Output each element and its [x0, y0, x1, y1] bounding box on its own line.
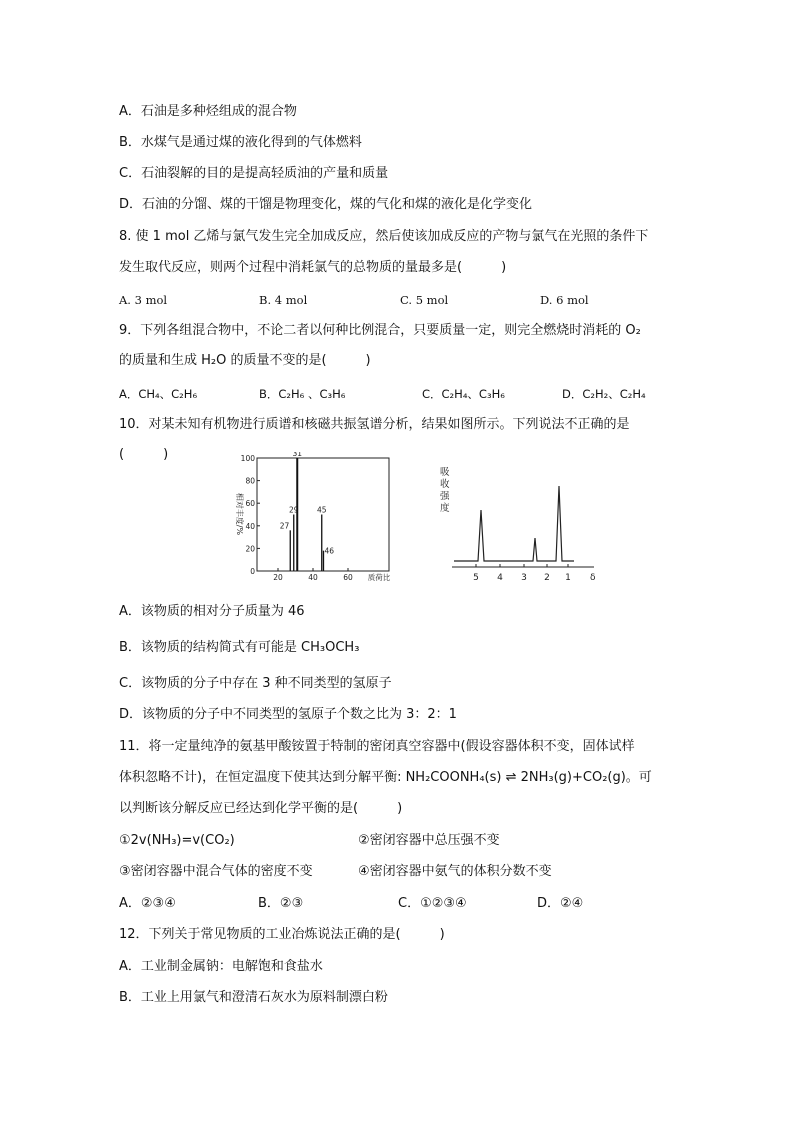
q12-option-a: A．工业制金属钠：电解饱和食盐水	[119, 959, 323, 974]
q10-stem-line2: ( )	[119, 447, 169, 462]
ms-y-tick-label: 20	[245, 544, 255, 554]
ms-y-tick-label: 100	[240, 454, 255, 463]
q9-option-c: C．C₂H₄、C₃H₆	[422, 387, 505, 401]
q11-statement-2: ②密闭容器中总压强不变	[358, 833, 500, 848]
ms-x-tick-label: 60	[343, 573, 353, 582]
nmr-y-label-char-4: 度	[440, 503, 450, 514]
ms-y-tick-label: 0	[250, 567, 255, 576]
q12-stem: 12．下列关于常见物质的工业冶炼说法正确的是( )	[119, 927, 445, 942]
ms-peak-label-29: 29	[288, 505, 299, 515]
q9-option-b: B．C₂H₆ 、C₃H₆	[259, 387, 346, 401]
q7-option-c: C．石油裂解的目的是提高轻质油的产量和质量	[119, 166, 389, 181]
q8-option-d: D. 6 mol	[540, 293, 589, 307]
ms-x-tick-label: 40	[308, 573, 318, 582]
q11-option-d: D．②④	[537, 896, 584, 911]
q11-option-a: A．②③④	[119, 896, 176, 911]
ms-peak-label-31: 31	[292, 452, 303, 458]
ms-y-axis-label: 相对丰度/%	[235, 492, 244, 536]
q10-stem-line1: 10．对某未知有机物进行质谱和核磁共振氢谱分析，结果如图所示。下列说法不正确的是	[119, 417, 630, 432]
q11-stem-line2: 体积忽略不计)，在恒定温度下使其达到分解平衡: NH₂COONH₄(s) ⇌ 2NH₃(g)+CO₂(g)。可	[119, 770, 652, 785]
q10-option-c: C．该物质的分子中存在 3 种不同类型的氢原子	[119, 676, 392, 691]
nmr-y-label-char-1: 吸	[440, 467, 450, 478]
nmr-x-tick-label: 1	[565, 573, 571, 583]
q11-stem-line1: 11．将一定量纯净的氨基甲酸铵置于特制的密闭真空容器中(假设容器体积不变，固体试样	[119, 739, 635, 754]
nmr-x-tick-label: 3	[521, 573, 527, 583]
q11-statement-3: ③密闭容器中混合气体的密度不变	[119, 864, 313, 879]
ms-peak-label-46: 46	[324, 546, 335, 556]
q9-option-d: D．C₂H₂、C₂H₄	[562, 387, 646, 401]
q8-option-b: B. 4 mol	[259, 293, 308, 307]
q11-statement-4: ④密闭容器中氨气的体积分数不变	[358, 864, 552, 879]
q8-stem-line1: 8. 使 1 mol 乙烯与氯气发生完全加成反应，然后使该加成反应的产物与氯气在光照的条件下	[119, 229, 649, 244]
ms-peak-label-27: 27	[279, 521, 290, 531]
nmr-spectrum-line	[454, 486, 574, 561]
nmr-x-tick-label: 5	[473, 573, 479, 583]
ms-x-tick-label: 20	[273, 573, 283, 582]
q11-option-c: C．①②③④	[398, 896, 467, 911]
q8-option-c: C. 5 mol	[400, 293, 449, 307]
mass-spectrum-chart	[225, 452, 395, 584]
q10-option-b: B．该物质的结构简式有可能是 CH₃OCH₃	[119, 640, 360, 655]
ms-peak-label-45: 45	[316, 505, 327, 515]
q9-option-a: A．CH₄、C₂H₆	[119, 387, 198, 401]
ms-y-tick-label: 40	[245, 521, 255, 531]
ms-x-axis-label: 质荷比	[367, 573, 391, 582]
ms-y-tick-label: 80	[245, 476, 255, 486]
q10-option-d: D．该物质的分子中不同类型的氢原子个数之比为 3：2：1	[119, 707, 457, 722]
q8-option-a: A. 3 mol	[119, 293, 168, 307]
q10-option-a: A．该物质的相对分子质量为 46	[119, 604, 305, 619]
nmr-x-tick-label: 2	[544, 573, 550, 583]
q12-option-b: B．工业上用氯气和澄清石灰水为原料制漂白粉	[119, 990, 388, 1005]
q11-statement-1: ①2v(NH₃)=v(CO₂)	[119, 833, 235, 848]
nmr-chart	[432, 464, 602, 586]
q9-stem-line2: 的质量和生成 H₂O 的质量不变的是( )	[119, 353, 371, 368]
ms-y-tick-label: 60	[245, 499, 255, 509]
q7-option-a: A．石油是多种烃组成的混合物	[119, 104, 297, 119]
nmr-x-tick-label: 4	[497, 573, 503, 583]
q11-stem-line3: 以判断该分解反应已经达到化学平衡的是( )	[119, 801, 403, 816]
nmr-y-label-char-2: 收	[440, 479, 450, 490]
q11-option-b: B．②③	[258, 896, 304, 911]
nmr-y-label-char-3: 强	[440, 491, 450, 502]
q7-option-d: D．石油的分馏、煤的干馏是物理变化，煤的气化和煤的液化是化学变化	[119, 197, 533, 212]
q7-option-b: B．水煤气是通过煤的液化得到的气体燃料	[119, 135, 362, 150]
q9-stem-line1: 9．下列各组混合物中，不论二者以何种比例混合，只要质量一定，则完全燃烧时消耗的 O₂	[119, 323, 641, 338]
nmr-x-unit: δ	[590, 573, 596, 583]
q8-stem-line2: 发生取代反应，则两个过程中消耗氯气的总物质的量最多是( )	[119, 260, 507, 275]
